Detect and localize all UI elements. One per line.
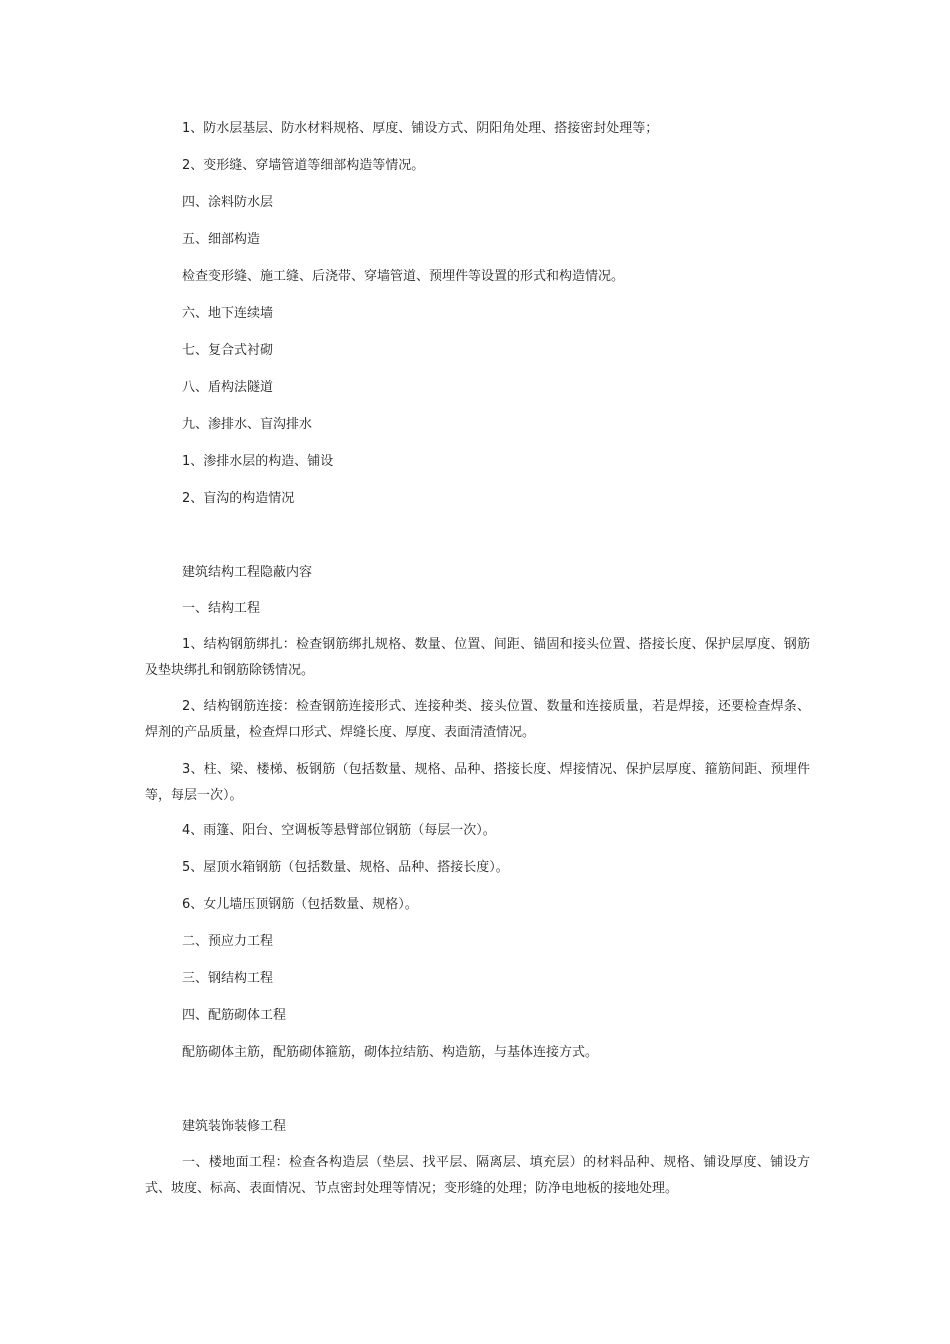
heading: 九、渗排水、盲沟排水 <box>182 417 313 432</box>
text-line: 1、渗排水层的构造、铺设 <box>182 454 334 469</box>
heading: 五、细部构造 <box>182 232 261 247</box>
heading: 七、复合式衬砌 <box>182 343 274 358</box>
paragraph: 3、柱、梁、楼梯、板钢筋（包括数量、规格、品种、搭接长度、焊接情况、保护层厚度、箍筋间距、预埋件等，每层一次）。 <box>145 762 810 803</box>
paragraph: 1、结构钢筋绑扎：检查钢筋绑扎规格、数量、位置、间距、锚固和接头位置、搭接长度、保护层厚度、钢筋及垫块绑扎和钢筋除锈情况。 <box>145 637 810 678</box>
text-line: 配筋砌体主筋，配筋砌体箍筋，砌体拉结筋、构造筋，与基体连接方式。 <box>182 1045 599 1060</box>
text-line: 2、盲沟的构造情况 <box>182 491 295 506</box>
text-line: 5、屋顶水箱钢筋（包括数量、规格、品种、搭接长度）。 <box>182 860 509 875</box>
heading: 三、钢结构工程 <box>182 971 274 986</box>
text-line: 6、女儿墙压顶钢筋（包括数量、规格）。 <box>182 897 418 912</box>
paragraph: 2、结构钢筋连接：检查钢筋连接形式、连接种类、接头位置、数量和连接质量，若是焊接，还要检查焊条、焊剂的产品质量，检查焊口形式、焊缝长度、厚度、表面清渣情况。 <box>145 699 810 740</box>
heading: 八、盾构法隧道 <box>182 380 274 395</box>
heading: 一、结构工程 <box>182 601 261 616</box>
text-line: 4、雨篷、阳台、空调板等悬臂部位钢筋（每层一次）。 <box>182 823 496 838</box>
heading: 二、预应力工程 <box>182 934 274 949</box>
text-line: 检查变形缝、施工缝、后浇带、穿墙管道、预埋件等设置的形式和构造情况。 <box>182 269 625 284</box>
paragraph: 一、楼地面工程：检查各构造层（垫层、找平层、隔离层、填充层）的材料品种、规格、铺设厚度、铺设方式、坡度、标高、表面情况、节点密封处理等情况；变形缝的处理；防净电地板的接地处理。 <box>145 1155 810 1196</box>
text-line: 2、变形缝、穿墙管道等细部构造等情况。 <box>182 158 425 173</box>
heading: 四、配筋砌体工程 <box>182 1008 287 1023</box>
section-title: 建筑装饰装修工程 <box>182 1119 287 1134</box>
heading: 四、涂料防水层 <box>182 195 274 210</box>
section-title: 建筑结构工程隐蔽内容 <box>182 565 313 580</box>
heading: 六、地下连续墙 <box>182 306 274 321</box>
text-line: 1、防水层基层、防水材料规格、厚度、铺设方式、阴阳角处理、搭接密封处理等； <box>182 121 659 136</box>
